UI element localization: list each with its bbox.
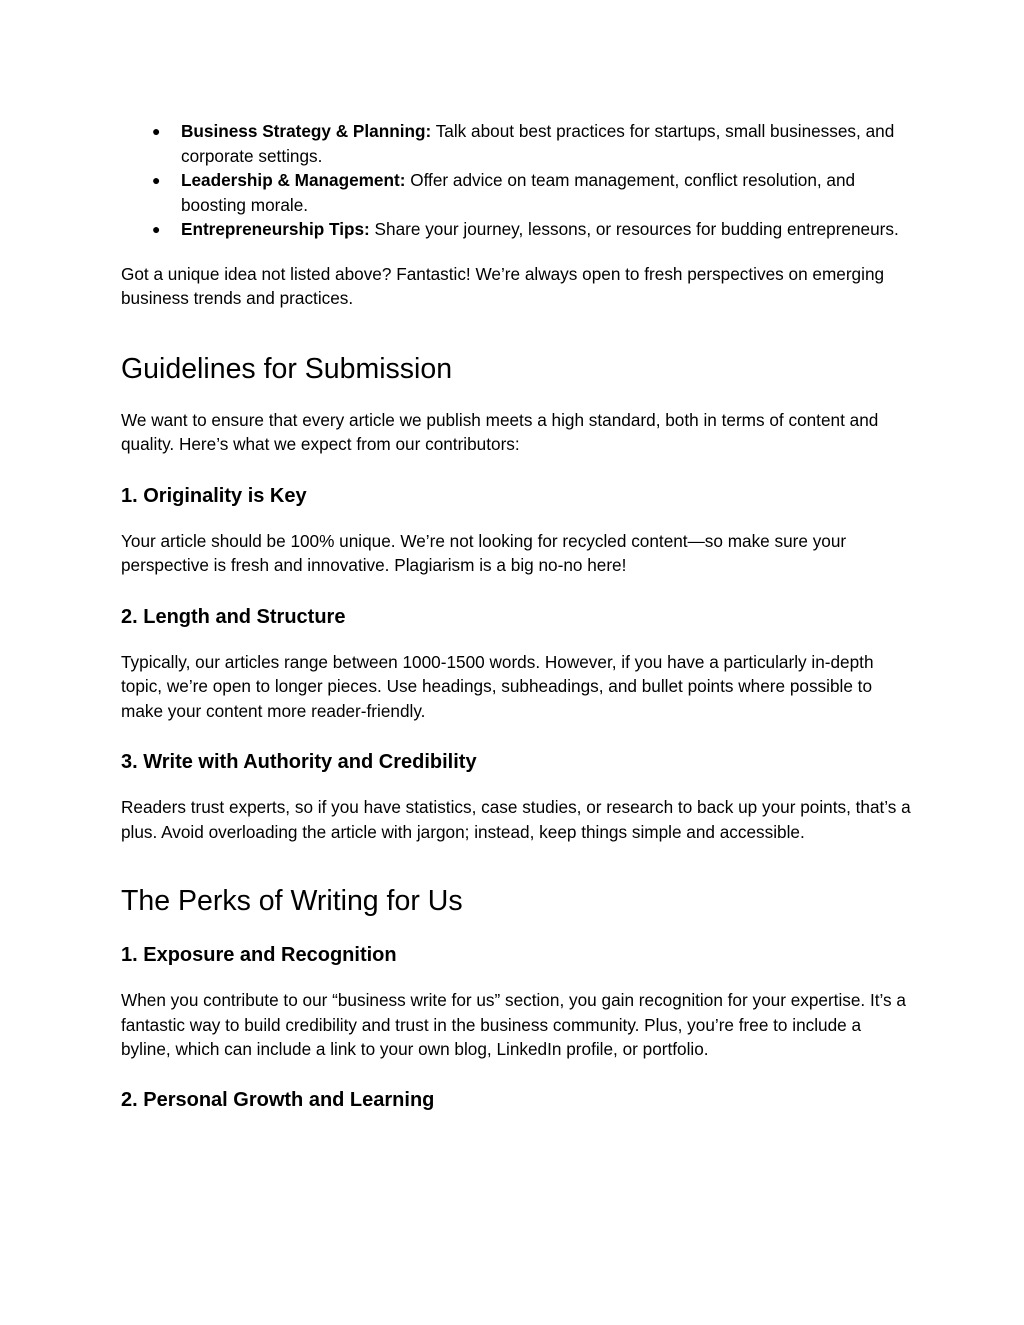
guideline-text: Readers trust experts, so if you have statistics, case studies, or research to back up your points, that’s a plus. Avoid overloading the article with jargon; instead, keep things simple and accessible. (121, 797, 911, 842)
bullet-label: Business Strategy & Planning: (181, 121, 432, 141)
guidelines-heading: Guidelines for Submission (121, 352, 453, 385)
guideline-text: Typically, our articles range between 1000-1500 words. However, if you have a particularly in-depth topic, we’re open to longer pieces. Use headings, subheadings, and bullet points where possible to make your content more reader-friendly. (121, 651, 874, 721)
guideline-text: Your article should be 100% unique. We’re not looking for recycled content—so make sure your perspective is fresh and innovative. Plagiarism is a big no-no here! (121, 530, 847, 575)
intro-paragraph: Got a unique idea not listed above? Fantastic! We’re always open to fresh perspectives on emerging business trends and practices. (121, 263, 885, 308)
bullet-text: Talk about best practices for startups, small businesses, and corporate settings. (181, 121, 895, 166)
bullet-text: Offer advice on team management, conflict resolution, and boosting morale. (181, 170, 856, 215)
document-page (121, 119, 911, 1113)
bullet-dot-icon: ● (152, 221, 161, 237)
bullet-text: Share your journey, lessons, or resources for budding entrepreneurs. (369, 219, 899, 239)
bullet-label: Entrepreneurship Tips: (181, 219, 370, 239)
bullet-item (121, 168, 911, 217)
perk-text: When you contribute to our “business write for us” section, you gain recognition for your expertise. It’s a fantastic way to build credibility and trust in the business community. Plus, you’re free to include a byline, which can include a link to your own blog, LinkedIn profile, or portfolio. (121, 990, 906, 1059)
guideline-title: 2. Length and Structure (121, 605, 346, 628)
bullet-label: Leadership & Management: (181, 170, 406, 190)
guideline-title: 3. Write with Authority and Credibility (121, 751, 477, 773)
bullet-dot-icon: ● (152, 172, 161, 188)
bullet-item (121, 217, 911, 242)
bullet-dot-icon: ● (152, 123, 161, 139)
guidelines-intro: We want to ensure that every article we publish meets a high standard, both in terms of content and quality. Here’s what we expect from our contributors: (121, 409, 879, 454)
topic-bullet-list (121, 119, 911, 242)
perks-heading: The Perks of Writing for Us (121, 885, 463, 917)
perk-title: 2. Personal Growth and Learning (121, 1088, 435, 1111)
bullet-item (121, 119, 911, 168)
perk-title: 1. Exposure and Recognition (121, 944, 397, 966)
guideline-title: 1. Originality is Key (121, 484, 307, 507)
